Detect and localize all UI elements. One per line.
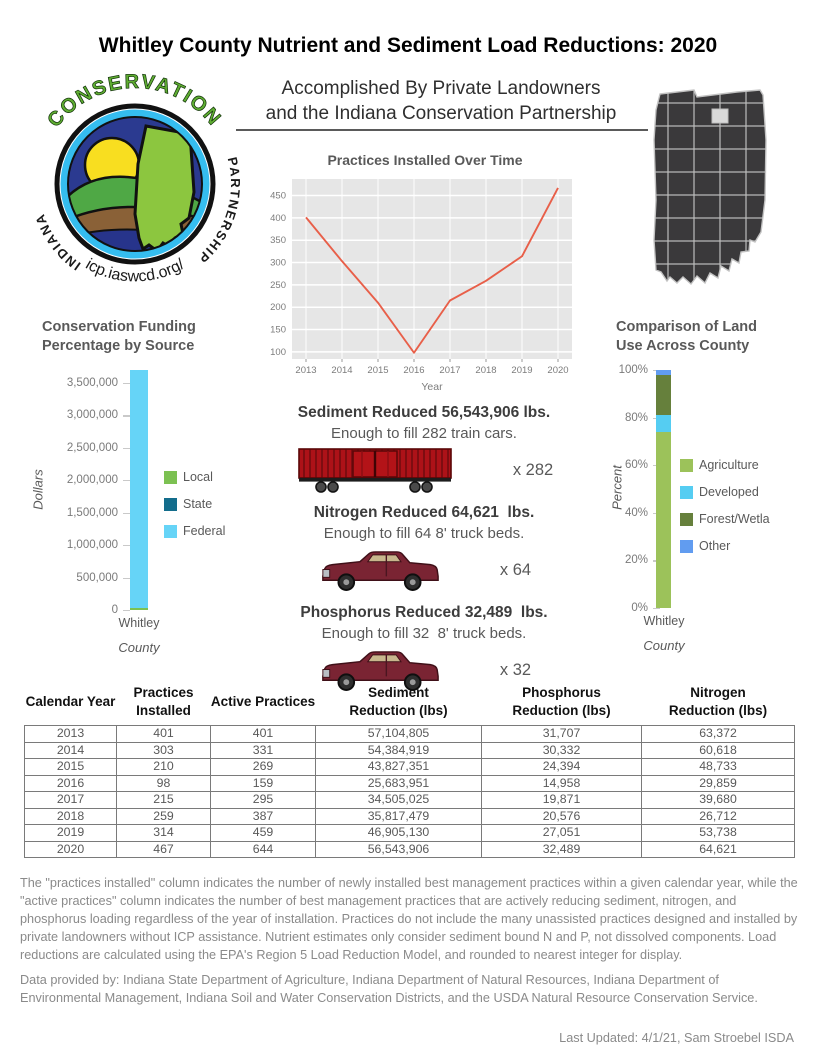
table-row: [25, 742, 795, 759]
table-cell: 303: [117, 742, 211, 759]
data-provided-note: Data provided by: Indiana State Department of Agriculture, Indiana Department of Natural Resources, Indiana Department of Environmental Management, Indiana Soil and Water Conservation Districts, and the USDA Natural Resource Conservation Service.: [20, 973, 758, 1006]
table-cell: 259: [117, 808, 211, 825]
x-tick-label: 2018: [475, 365, 497, 376]
table-cell: 34,505,025: [316, 792, 482, 809]
logo-arc-partnership: PARTNERSHIP: [194, 155, 244, 267]
table-cell: 32,489: [482, 841, 642, 858]
y-tick-label: 100: [270, 346, 286, 358]
table-row: [25, 825, 795, 842]
table-cell: 29,859: [642, 775, 795, 792]
table-cell: 159: [211, 775, 316, 792]
y-tick-label: 3,000,000: [30, 408, 118, 422]
column-header: [316, 682, 482, 726]
column-header-text: Active Practices: [210, 693, 316, 709]
train-car-icon: [295, 447, 455, 493]
bar-segment-federal: [130, 370, 148, 608]
practices-over-time-chart: [260, 152, 590, 400]
chart-title: Conservation Funding Percentage by Source: [42, 319, 196, 354]
y-tick-label: 1,500,000: [30, 506, 118, 520]
table-cell: 43,827,351: [316, 759, 482, 776]
y-tick-label: 2,000,000: [30, 473, 118, 487]
column-header-text: Sediment Reduction (lbs): [349, 685, 448, 718]
legend-item: [680, 458, 770, 472]
table-cell: 98: [117, 775, 211, 792]
y-tick-label: 3,500,000: [30, 376, 118, 390]
y-tick-label: 450: [270, 190, 286, 202]
stacked-bar: [656, 370, 671, 608]
table-cell: 2013: [25, 726, 117, 743]
table-cell: 2020: [25, 841, 117, 858]
legend-label: Local: [183, 470, 213, 484]
x-category-label: Whitley: [118, 616, 160, 630]
x-tick-label: 2019: [511, 365, 533, 376]
x-tick-label: 2020: [547, 365, 569, 376]
table-cell: 20,576: [482, 808, 642, 825]
logo-arc-conservation: CONSERVATION: [43, 70, 226, 132]
table-row: [25, 775, 795, 792]
table-cell: 2014: [25, 742, 117, 759]
x-tick-label: 2013: [295, 365, 317, 376]
legend-label: Developed: [699, 485, 759, 499]
icon-row: [238, 545, 610, 595]
table-cell: 314: [117, 825, 211, 842]
table-cell: 295: [211, 792, 316, 809]
column-header-text: Calendar Year: [25, 693, 116, 709]
legend-swatch: [164, 525, 177, 538]
column-header: [482, 682, 642, 726]
reduction-headline: Phosphorus Reduced 32,489 lbs.: [300, 604, 548, 621]
table-cell: 56,543,906: [316, 841, 482, 858]
table-cell: 331: [211, 742, 316, 759]
reduction-subtext: Enough to fill 64 8' truck beds.: [323, 525, 525, 542]
y-tick-label: 250: [270, 279, 286, 291]
pickup-truck-icon: [317, 546, 442, 595]
table-cell: 53,738: [642, 825, 795, 842]
logo-website: icp.iaswcd.org/: [82, 256, 188, 286]
y-tick-label: 150: [270, 324, 286, 336]
column-header-text: Nitrogen Reduction (lbs): [668, 685, 768, 718]
y-axis-title: Dollars: [30, 469, 46, 510]
methodology-note: The "practices installed" column indicates the number of newly installed best management practices within a given calendar year, while the "active practices" column indicates the number of best management practices that are actively reducing sediment, nitrogen, and phosphorus loading regardless of the year of installation. Practices do not include the many unassisted practices designed and installed by private landowners without ICP assistance. Nutrient estimates only consider sediment bound N and P, not dissolved components. Load reductions are calculated using the EPA's Region 5 Load Reduction Model, and rounded to nearest integer for display.: [20, 876, 798, 963]
table-row: [25, 759, 795, 776]
y-tick-label: 200: [270, 302, 286, 314]
y-tick-label: 20%: [608, 553, 648, 567]
table-cell: 27,051: [482, 825, 642, 842]
legend-label: Other: [699, 539, 731, 553]
subtitle-divider: [236, 129, 648, 131]
legend-label: Agriculture: [699, 458, 759, 472]
table-cell: 30,332: [482, 742, 642, 759]
bar-segment-agriculture: [656, 432, 671, 608]
legend-item: [164, 524, 225, 538]
legend-swatch: [680, 540, 693, 553]
table-cell: 401: [117, 726, 211, 743]
reduction-headline: Sediment Reduced 56,543,906 lbs.: [297, 404, 551, 421]
icp-logo: [26, 68, 246, 308]
legend-label: Forest/Wetla: [699, 512, 770, 526]
reduction-subtext: Enough to fill 32 8' truck beds.: [321, 625, 527, 642]
y-tick-label: 80%: [608, 411, 648, 425]
legend-swatch: [680, 513, 693, 526]
plot-background: [292, 179, 572, 359]
subtitle-line-2: and the Indiana Conservation Partnership: [265, 103, 617, 125]
table-cell: 54,384,919: [316, 742, 482, 759]
column-header: [211, 682, 316, 726]
legend-item: [164, 470, 225, 484]
reduction-subtext: Enough to fill 282 train cars.: [331, 425, 517, 442]
subtitle-line-1: Accomplished By Private Landowners: [281, 78, 601, 99]
table-cell: 210: [117, 759, 211, 776]
x-tick-label: 2015: [367, 365, 389, 376]
reductions-section: [238, 404, 610, 704]
table-cell: 215: [117, 792, 211, 809]
line-chart-plot: [260, 173, 590, 395]
legend-swatch: [680, 459, 693, 472]
reduction-headline: Nitrogen Reduced 64,621 lbs.: [313, 504, 535, 521]
sediment-reduction-block: [238, 404, 610, 495]
y-tick-label: 400: [270, 212, 286, 224]
logo-arc-indiana: INDIANA: [31, 211, 84, 274]
y-tick-label: 60%: [608, 458, 648, 472]
table-cell: 64,621: [642, 841, 795, 858]
load-reduction-table-wrap: [24, 682, 795, 858]
y-tick-label: 2,500,000: [30, 441, 118, 455]
table-cell: 24,394: [482, 759, 642, 776]
whitley-county-highlight: [712, 109, 728, 123]
x-axis-title: Year: [421, 381, 443, 393]
land-use-chart: [608, 318, 816, 670]
table-cell: 19,871: [482, 792, 642, 809]
bar-segment-developed: [656, 415, 671, 432]
chart-title: Practices Installed Over Time: [327, 152, 523, 168]
bar-segment-local: [130, 608, 148, 610]
legend-item: [680, 539, 770, 553]
table-cell: 48,733: [642, 759, 795, 776]
chart-legend: [164, 470, 225, 551]
x-tick-label: 2017: [439, 365, 461, 376]
table-cell: 2017: [25, 792, 117, 809]
y-tick-label: 500,000: [30, 571, 118, 585]
multiplier-label: x 282: [512, 460, 554, 479]
icp-logo-graphic: [26, 68, 246, 308]
y-tick-label: 1,000,000: [30, 538, 118, 552]
table-row: [25, 841, 795, 858]
y-tick-label: 350: [270, 235, 286, 247]
y-tick-label: 40%: [608, 506, 648, 520]
column-header: [25, 682, 117, 726]
legend-label: Federal: [183, 524, 226, 538]
table-cell: 63,372: [642, 726, 795, 743]
table-cell: 2019: [25, 825, 117, 842]
x-axis-title: County: [118, 640, 160, 655]
chart-title: Comparison of Land Use Across County: [616, 319, 757, 354]
column-header-text: Phosphorus Reduction (lbs): [512, 685, 611, 718]
table-cell: 25,683,951: [316, 775, 482, 792]
legend-item: [680, 485, 770, 499]
legend-swatch: [680, 486, 693, 499]
table-cell: 644: [211, 841, 316, 858]
table-cell: 26,712: [642, 808, 795, 825]
y-tick-label: 0%: [608, 601, 648, 615]
page-title: Whitley County Nutrient and Sediment Load Reductions: 2020: [98, 34, 718, 57]
multiplier-label: x 64: [499, 560, 532, 579]
column-header-text: Practices Installed: [133, 685, 194, 718]
load-reduction-table: [24, 682, 795, 858]
table-cell: 269: [211, 759, 316, 776]
x-axis-title: County: [643, 638, 685, 653]
table-row: [25, 808, 795, 825]
table-cell: 57,104,805: [316, 726, 482, 743]
table-cell: 35,817,479: [316, 808, 482, 825]
x-tick-label: 2014: [331, 365, 353, 376]
table-header-row: [25, 682, 795, 726]
x-category-label: Whitley: [643, 614, 685, 628]
y-axis-title: Percent: [609, 465, 625, 510]
icon-row: [238, 445, 610, 495]
multiplier-label: x 32: [499, 660, 532, 679]
table-cell: 2016: [25, 775, 117, 792]
table-cell: 39,680: [642, 792, 795, 809]
table-cell: 60,618: [642, 742, 795, 759]
column-header: [117, 682, 211, 726]
table-cell: 31,707: [482, 726, 642, 743]
last-updated-label: Last Updated: 4/1/21, Sam Stroebel ISDA: [559, 1031, 794, 1045]
table-cell: 2015: [25, 759, 117, 776]
page-subtitle: [238, 76, 644, 126]
y-tick-label: 100%: [608, 363, 648, 377]
nitrogen-reduction-block: [238, 504, 610, 595]
chart-legend: [680, 458, 770, 566]
table-cell: 46,905,130: [316, 825, 482, 842]
x-tick-label: 2016: [403, 365, 425, 376]
table-cell: 14,958: [482, 775, 642, 792]
indiana-county-map: [642, 80, 798, 312]
table-cell: 467: [117, 841, 211, 858]
stacked-bar: [130, 370, 148, 610]
legend-item: [680, 512, 770, 526]
table-row: [25, 726, 795, 743]
land-use-plot: [608, 364, 816, 614]
bar-segment-other: [656, 370, 671, 375]
y-tick-label: 0: [30, 603, 118, 617]
bar-segment-forest-wetla: [656, 375, 671, 415]
table-cell: 387: [211, 808, 316, 825]
column-header: [642, 682, 795, 726]
y-tick-label: 300: [270, 257, 286, 269]
legend-label: State: [183, 497, 213, 511]
indiana-map-graphic: [642, 80, 798, 312]
table-row: [25, 792, 795, 809]
table-cell: 459: [211, 825, 316, 842]
table-cell: 401: [211, 726, 316, 743]
table-cell: 2018: [25, 808, 117, 825]
legend-swatch: [164, 498, 177, 511]
legend-swatch: [164, 471, 177, 484]
legend-item: [164, 497, 225, 511]
